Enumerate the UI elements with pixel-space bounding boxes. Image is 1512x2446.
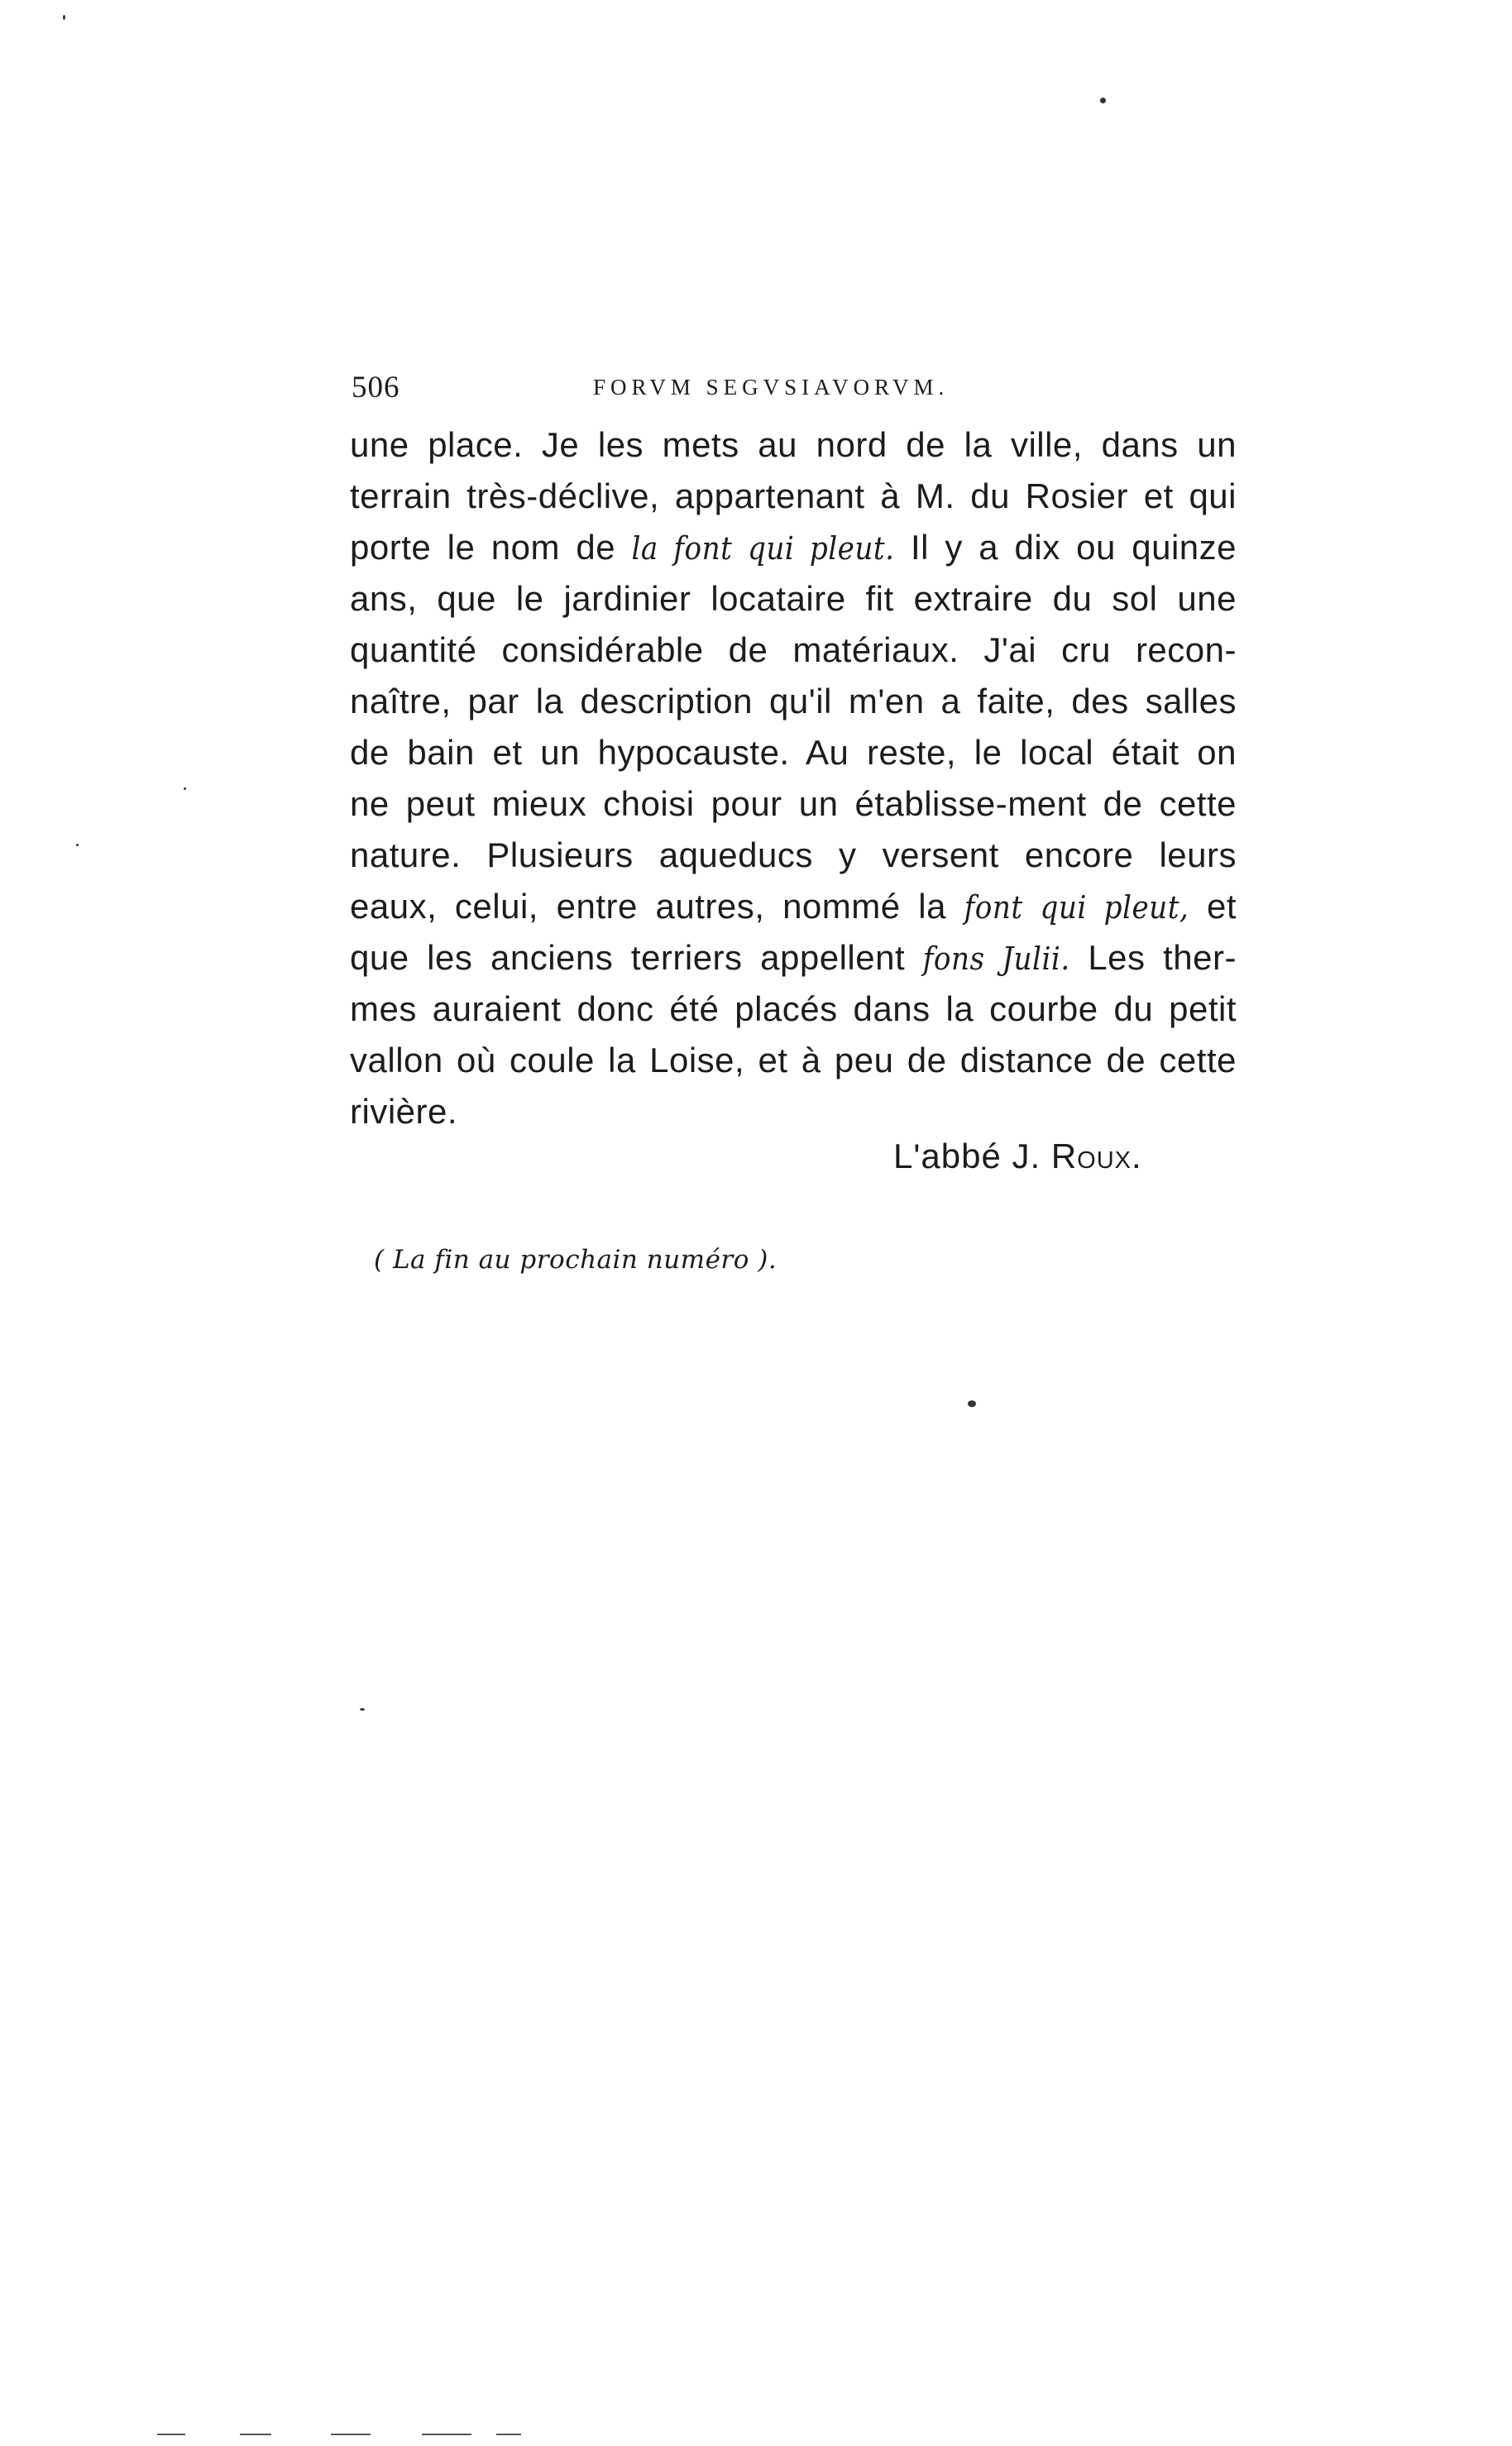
scan-dash (157, 2434, 185, 2435)
text-line: de bain et un hypocauste. Au reste, le local était on (350, 733, 1237, 772)
text-line: que les anciens terriers appellent fons Julii. Les ther- (350, 938, 1237, 977)
author-signature: L'abbé J. Roux. (893, 1137, 1142, 1175)
italic-term: la font qui pleut. (631, 530, 895, 567)
scan-dash (496, 2434, 521, 2435)
text-line: naître, par la description qu'il m'en a faite, des salles (350, 682, 1237, 720)
author-surname: Roux. (1050, 1137, 1142, 1175)
scan-speck (184, 787, 186, 790)
scan-speck (63, 15, 65, 20)
italic-term: fons Julii. (922, 941, 1070, 977)
text-line: ans, que le jardinier locataire fit extraire du sol une (350, 579, 1237, 618)
scan-dash (240, 2434, 271, 2435)
text-line: ne peut mieux choisi pour un établisse-ment de cette (350, 784, 1237, 823)
text-line: quantité considérable de matériaux. J'ai cru recon- (350, 630, 1237, 669)
running-title: FORVM SEGVSIAVORVM. (593, 375, 950, 400)
scan-speck (1100, 98, 1106, 103)
scan-speck (968, 1400, 976, 1407)
scan-dash (422, 2434, 471, 2435)
text-line: une place. Je les mets au nord de la ville, dans un (350, 425, 1237, 464)
italic-term: font qui pleut, (964, 889, 1189, 926)
text-line: rivière. (350, 1092, 458, 1131)
text-line: vallon où coule la Loise, et à peu de distance de cette (350, 1041, 1237, 1079)
scan-speck (76, 844, 79, 846)
page-number: 506 (352, 371, 400, 404)
text-line: terrain très-déclive, appartenant à M. du Rosier et qui (350, 476, 1237, 515)
text-line: eaux, celui, entre autres, nommé la font qui pleut, et (350, 887, 1237, 926)
body-paragraph (350, 419, 1237, 1137)
scan-speck (360, 1708, 365, 1711)
text-line: nature. Plusieurs aqueducs y versent encore leurs (350, 835, 1237, 874)
scan-dash (331, 2434, 371, 2435)
text-line: mes auraient donc été placés dans la courbe du petit (350, 989, 1237, 1028)
page-header (352, 370, 1237, 419)
continuation-note: ( La fin au prochain numéro ). (374, 1245, 778, 1275)
text-line: porte le nom de la font qui pleut. Il y a dix ou quinze (350, 528, 1237, 567)
